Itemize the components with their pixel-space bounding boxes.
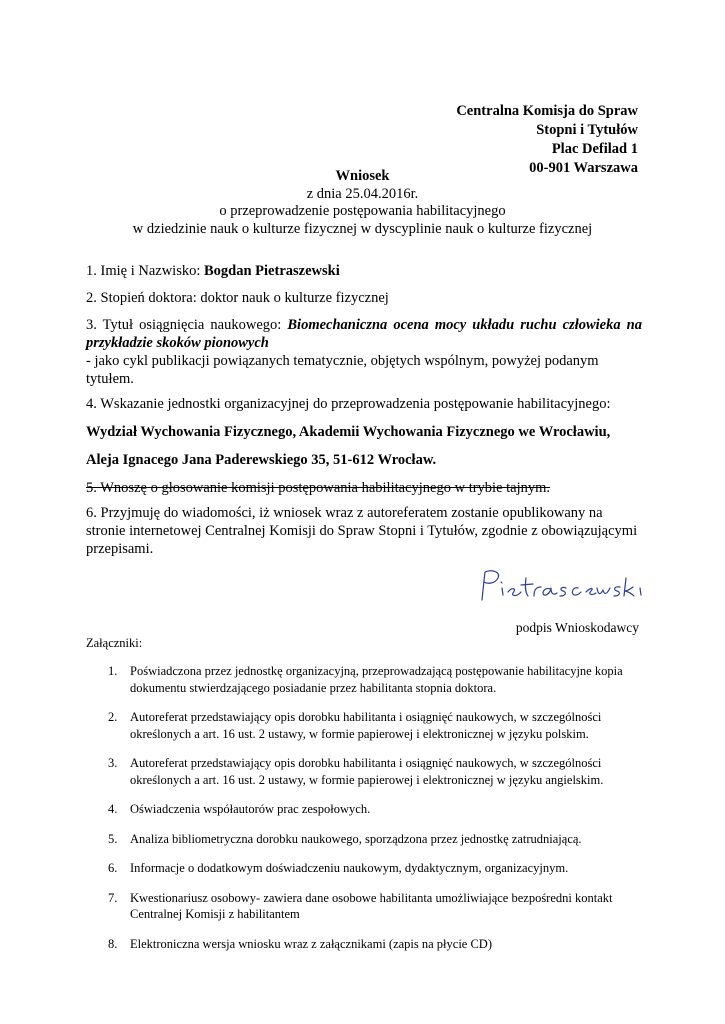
attachment-item: 1. Poświadczona przez jednostkę organizacyjną, przeprowadzającą postępowanie habilitacyjne kopia dokumentu stwierdzającego posiadanie przez habilitanta stopnia doktora.: [108, 664, 623, 695]
attachment-item: 3. Autoreferat przedstawiający opis dorobku habilitanta i osiągnięć naukowych, w szczególności określonych a art. 16 ust. 2 ustawy, w formie papierowej i elektronicznej w języku angielskim.: [108, 756, 604, 787]
document-title: Wniosek: [335, 168, 390, 184]
document-subject: o przeprowadzenie postępowania habilitacyjnego: [219, 203, 506, 219]
name-item: [86, 262, 642, 280]
attachments-list: [86, 663, 646, 952]
unit-line1: Wydział Wychowania Fizycznego, Akademii Wychowania Fizycznego we Wrocławiu,: [86, 424, 611, 440]
signature-label: podpis Wnioskodawcy: [515, 620, 639, 635]
attachment-item: 2. Autoreferat przedstawiający opis dorobku habilitanta i osiągnięć naukowych, w szczególności określonych a art. 16 ust. 2 ustawy, w formie papierowej i elektronicznej w języku polskim.: [108, 710, 602, 741]
application-heading: [60, 168, 665, 238]
applicant-name: Bogdan Pietraszewski: [204, 263, 340, 279]
addressee-line: Stopni i Tytułów: [536, 122, 638, 138]
achievement-note: - jako cykl publikacji powiązanych tematycznie, objętych wspólnym, powyżej podanym tytułem.: [86, 353, 599, 387]
unit-line2: Aleja Ignacego Jana Paderewskiego 35, 51-612 Wrocław.: [86, 452, 437, 468]
consent-item: 6. Przyjmuję do wiadomości, iż wniosek wraz z autoreferatem zostanie opublikowany na stronie internetowej Centralnej Komisji do Spraw Stopni i Tytułów, zgodnie z obowiązującymi przepisami.: [86, 505, 638, 557]
attachment-item: 7. Kwestionariusz osobowy- zawiera dane osobowe habilitanta umożliwiające bezpośredni kontakt Centralnej Komisji z habilitantem: [108, 890, 613, 921]
achievement-line1: [86, 316, 642, 334]
attachment-item: 5. Analiza bibliometryczna dorobku naukowego, sporządzona przez jednostkę zatrudniającą.: [108, 831, 582, 846]
achievement-label: 3. Tytuł osiągnięcia naukowego:: [86, 317, 288, 333]
achievement-item: [86, 316, 642, 388]
attachment-item: 4. Oświadczenia współautorów prac zespołowych.: [108, 802, 371, 816]
addressee-line: 00-901 Warszawa: [529, 160, 638, 176]
attachment-item: 6. Informacje o dodatkowym doświadczeniu naukowym, dydaktycznym, organizacyjnym.: [108, 861, 569, 875]
vote-request-struck: 5. Wnoszę o głosowanie komisji postępowania habilitacyjnego w trybie tajnym.: [86, 480, 551, 496]
achievement-title-line2: przykładzie skoków pionowych: [86, 335, 269, 351]
addressee-line: Centralna Komisja do Spraw: [456, 103, 638, 119]
document-date: z dnia 25.04.2016r.: [306, 185, 419, 202]
attachments-label: Załączniki:: [86, 636, 143, 650]
document-field: w dziedzinie nauk o kulturze fizycznej w dyscyplinie nauk o kulturze fizycznej: [132, 220, 593, 237]
handwritten-signature: [470, 566, 650, 608]
addressee-block: [456, 102, 638, 178]
attachment-item: 8. Elektroniczna wersja wniosku wraz z załącznikami (zapis na płycie CD): [108, 936, 492, 951]
addressee-line: Plac Defilad 1: [551, 141, 638, 157]
degree-item: 2. Stopień doktora: doktor nauk o kulturze fizycznej: [86, 290, 389, 306]
achievement-title-line1: Biomechaniczna ocena mocy układu ruchu człowieka na: [287, 317, 642, 333]
name-label: 1. Imię i Nazwisko:: [86, 263, 204, 279]
unit-label: 4. Wskazanie jednostki organizacyjnej do przeprowadzenia postępowanie habilitacyjnego:: [86, 396, 611, 412]
application-body: [86, 262, 642, 558]
